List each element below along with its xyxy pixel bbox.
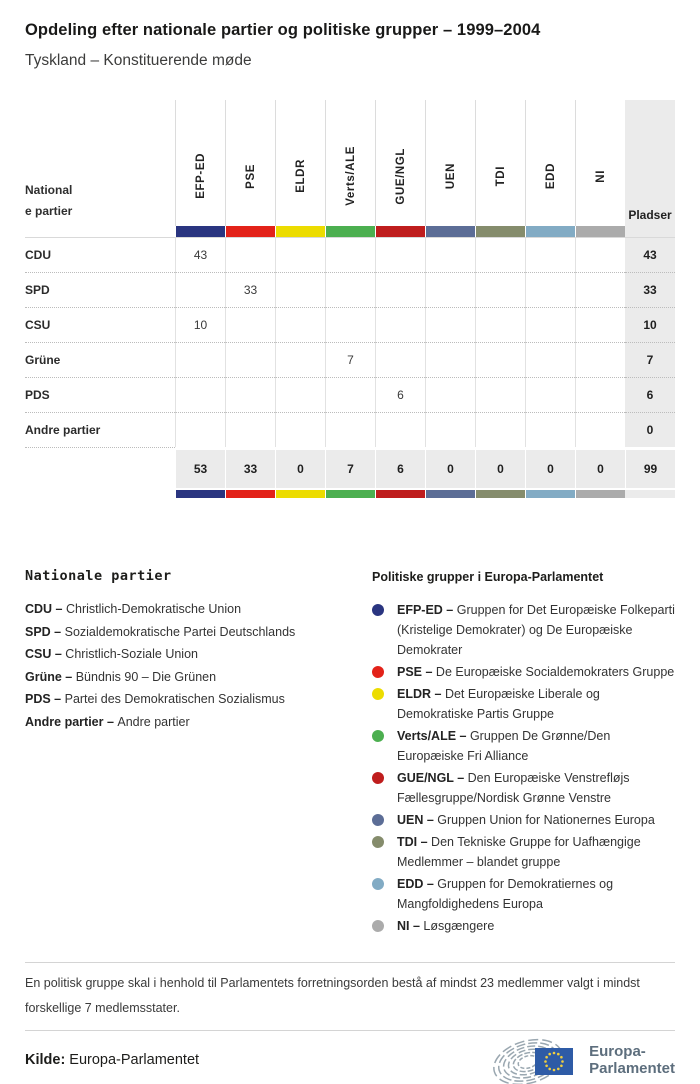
group-legend-item [372, 600, 675, 660]
group-name: Gruppen for Det Europæiske Folkeparti (Kristelige Demokrater) og De Europæiske Demokrater [397, 603, 675, 657]
column-header [575, 100, 625, 226]
group-legend-text [397, 600, 675, 660]
group-color-bar-bottom [425, 488, 475, 498]
value-cell [325, 237, 375, 272]
group-color-bar-bottom [225, 488, 275, 498]
value-cell [375, 342, 425, 377]
group-legend-item [372, 768, 675, 808]
column-header-label: PSE [244, 163, 257, 189]
value-cell: 33 [225, 272, 275, 307]
party-name: Partei des Demokratischen Sozialismus [64, 692, 285, 706]
group-abbr: UEN – [397, 813, 438, 827]
seats-cell: 7 [625, 342, 675, 377]
value-cell [575, 307, 625, 342]
group-legend-text [397, 662, 675, 682]
row-label: Andre partier [25, 412, 175, 447]
column-header [525, 100, 575, 226]
group-abbr: PSE – [397, 665, 436, 679]
value-cell: 6 [375, 377, 425, 412]
value-cell [175, 412, 225, 447]
group-legend-item [372, 726, 675, 766]
group-color-dot [372, 730, 384, 742]
column-header-label: NI [594, 169, 607, 183]
value-cell [425, 272, 475, 307]
column-header [325, 100, 375, 226]
seats-cell: 10 [625, 307, 675, 342]
source-label: Kilde: [25, 1052, 66, 1068]
europarl-logo [486, 1036, 675, 1084]
group-legend-item [372, 662, 675, 682]
source-line [25, 1052, 199, 1068]
column-header [225, 100, 275, 226]
group-name: De Europæiske Socialdemokraters Gruppe [435, 665, 675, 679]
value-cell [225, 342, 275, 377]
group-legend-text [397, 874, 675, 914]
group-legend-text [397, 832, 675, 872]
party-name: Bündnis 90 – Die Grünen [75, 669, 217, 684]
value-cell [225, 237, 275, 272]
value-cell [475, 272, 525, 307]
row-label: CDU [25, 237, 175, 272]
party-name: Christlich-Soziale Union [65, 647, 198, 661]
group-color-bar-bottom [475, 488, 525, 498]
column-header [475, 100, 525, 226]
column-header-label: EFP-ED [194, 153, 207, 199]
seats-column-header: Pladser [625, 100, 675, 226]
column-header-label: TDI [494, 165, 507, 187]
group-legend-text [397, 684, 675, 724]
total-cell: 0 [575, 447, 625, 488]
value-cell [525, 307, 575, 342]
value-cell [525, 272, 575, 307]
value-cell: 43 [175, 237, 225, 272]
national-legend-item [25, 602, 372, 616]
value-cell [225, 377, 275, 412]
column-header-label: UEN [444, 162, 457, 190]
party-abbr: SPD – [25, 624, 65, 639]
party-name: Andre partier [117, 714, 190, 729]
value-cell [425, 307, 475, 342]
europarl-logo-icon [486, 1036, 582, 1084]
group-legend-text [397, 810, 675, 830]
source-row [25, 1036, 675, 1084]
value-cell [275, 377, 325, 412]
legend-national-heading: Nationale partier [25, 568, 172, 584]
total-cell: 53 [175, 447, 225, 488]
group-legend-item [372, 874, 675, 914]
value-cell [375, 307, 425, 342]
group-color-dot [372, 604, 384, 616]
group-color-bar-bottom [325, 488, 375, 498]
group-color-dot [372, 920, 384, 932]
group-name: Gruppen De Grønne/Den Europæiske Fri Alliance [397, 729, 611, 763]
seats-cell: 0 [625, 412, 675, 447]
value-cell [575, 272, 625, 307]
value-cell [275, 412, 325, 447]
value-cell [525, 237, 575, 272]
total-cell: 0 [525, 447, 575, 488]
table-corner-line: National [25, 183, 73, 197]
group-abbr: EDD – [397, 877, 438, 891]
value-cell [525, 342, 575, 377]
group-color-bar [375, 226, 425, 237]
value-cell [175, 377, 225, 412]
seats-table [25, 100, 675, 498]
group-abbr: TDI – [397, 835, 432, 849]
group-color-dot [372, 836, 384, 848]
value-cell [275, 342, 325, 377]
total-cell: 33 [225, 447, 275, 488]
legend-groups-items [372, 600, 675, 936]
value-cell [225, 307, 275, 342]
seats-cell: 43 [625, 237, 675, 272]
value-cell [225, 412, 275, 447]
party-abbr: Grüne – [25, 669, 76, 684]
group-color-bar [175, 226, 225, 237]
total-cell: 0 [275, 447, 325, 488]
column-header [175, 100, 225, 226]
value-cell [475, 307, 525, 342]
national-legend-item [25, 692, 372, 706]
value-cell [375, 272, 425, 307]
value-cell [375, 237, 425, 272]
value-cell: 7 [325, 342, 375, 377]
group-legend-item [372, 684, 675, 724]
national-legend-item [25, 670, 372, 684]
value-cell [175, 272, 225, 307]
party-abbr: Andre partier – [25, 714, 118, 729]
page-subtitle: Tyskland – Konstituerende møde [25, 52, 252, 69]
value-cell [325, 412, 375, 447]
total-seats-cell: 99 [625, 447, 675, 488]
group-name: Gruppen Union for Nationernes Europa [437, 813, 655, 827]
europarl-logo-line1: Europa- [589, 1043, 646, 1060]
seats-bar-cell [625, 226, 675, 237]
group-color-bar-bottom [275, 488, 325, 498]
group-color-dot [372, 688, 384, 700]
national-legend-item [25, 647, 372, 661]
total-cell: 7 [325, 447, 375, 488]
column-header [425, 100, 475, 226]
column-header-label: GUE/NGL [394, 147, 407, 205]
group-name: Løsgængere [423, 919, 495, 933]
europarl-logo-line2: Parlamentet [589, 1060, 675, 1077]
group-color-bar [275, 226, 325, 237]
column-header [275, 100, 325, 226]
total-row-spacer [25, 447, 175, 488]
group-abbr: EFP-ED – [397, 603, 457, 617]
group-name: Gruppen for Demokratiernes og Mangfoldighedens Europa [397, 877, 614, 911]
group-color-bar [425, 226, 475, 237]
table-corner-line: e partier [25, 204, 73, 218]
group-legend-text [397, 726, 675, 766]
value-cell [525, 377, 575, 412]
footnote: En politisk gruppe skal i henhold til Parlamentets forretningsorden bestå af mindst 23 medlemmer valgt i mindst forskellige 7 medlemsstater. [25, 976, 640, 1015]
value-cell [175, 342, 225, 377]
bottom-bar-spacer [25, 488, 175, 498]
row-label: PDS [25, 377, 175, 412]
value-cell [325, 272, 375, 307]
row-label: CSU [25, 307, 175, 342]
legend-section [25, 568, 675, 938]
row-label: Grüne [25, 342, 175, 377]
value-cell [375, 412, 425, 447]
group-color-bar-bottom [575, 488, 625, 498]
source-value: Europa-Parlamentet [69, 1052, 200, 1068]
value-cell [525, 412, 575, 447]
value-cell [475, 237, 525, 272]
europarl-logo-text [589, 1043, 675, 1077]
group-color-dot [372, 878, 384, 890]
group-color-dot [372, 772, 384, 784]
value-cell [575, 377, 625, 412]
group-color-dot [372, 814, 384, 826]
group-legend-item [372, 810, 675, 830]
column-header [375, 100, 425, 226]
seats-cell: 6 [625, 377, 675, 412]
group-color-bar [575, 226, 625, 237]
group-color-bar [325, 226, 375, 237]
group-color-bar-bottom [175, 488, 225, 498]
value-cell [275, 307, 325, 342]
value-cell [475, 412, 525, 447]
party-name: Christlich-Demokratische Union [65, 602, 242, 616]
group-name: Den Tekniske Gruppe for Uafhængige Medlemmer – blandet gruppe [397, 835, 641, 869]
group-color-dot [372, 666, 384, 678]
row-label: SPD [25, 272, 175, 307]
value-cell [425, 412, 475, 447]
value-cell [575, 342, 625, 377]
page-title: Opdeling efter nationale partier og politiske grupper – 1999–2004 [25, 21, 541, 39]
party-abbr: CDU – [25, 602, 66, 616]
value-cell [425, 342, 475, 377]
total-cell: 0 [475, 447, 525, 488]
national-legend-item [25, 715, 372, 729]
party-abbr: CSU – [25, 647, 66, 661]
value-cell [575, 412, 625, 447]
value-cell [325, 377, 375, 412]
value-cell [275, 272, 325, 307]
group-legend-text [397, 768, 675, 808]
column-header-label: Verts/ALE [344, 146, 357, 206]
group-legend-text [397, 916, 675, 936]
group-name: Den Europæiske Venstrefløjs Fællesgruppe/Nordisk Grønne Venstre [397, 771, 630, 805]
legend-groups-heading: Politiske grupper i Europa-Parlamentet [372, 570, 604, 584]
value-cell [425, 377, 475, 412]
group-color-bar [525, 226, 575, 237]
group-color-bar [475, 226, 525, 237]
column-header-label: ELDR [294, 159, 307, 193]
table-corner-header [25, 100, 175, 226]
value-cell: 10 [175, 307, 225, 342]
group-abbr: Verts/ALE – [397, 729, 470, 743]
legend-national [25, 568, 372, 938]
column-header-label: EDD [544, 162, 557, 190]
group-name: Det Europæiske Liberale og Demokratiske Partis Gruppe [397, 687, 600, 721]
national-legend-item [25, 625, 372, 639]
value-cell [275, 237, 325, 272]
divider-bottom [25, 1030, 675, 1031]
legend-national-items [25, 602, 372, 729]
group-color-bar-bottom [525, 488, 575, 498]
footnote-section [25, 962, 675, 1031]
group-abbr: NI – [397, 919, 424, 933]
value-cell [325, 307, 375, 342]
divider-top [25, 962, 675, 963]
party-name: Sozialdemokratische Partei Deutschlands [64, 624, 296, 639]
total-cell: 6 [375, 447, 425, 488]
group-color-bar [225, 226, 275, 237]
group-abbr: ELDR – [397, 687, 445, 701]
seats-cell: 33 [625, 272, 675, 307]
party-abbr: PDS – [25, 692, 65, 706]
group-legend-item [372, 916, 675, 936]
group-abbr: GUE/NGL – [397, 771, 468, 785]
value-cell [475, 342, 525, 377]
value-cell [425, 237, 475, 272]
value-cell [475, 377, 525, 412]
group-legend-item [372, 832, 675, 872]
group-color-bar-bottom [375, 488, 425, 498]
bar-row-spacer [25, 226, 175, 237]
value-cell [575, 237, 625, 272]
legend-groups [372, 568, 675, 938]
seats-bottom-cell [625, 488, 675, 498]
total-cell: 0 [425, 447, 475, 488]
